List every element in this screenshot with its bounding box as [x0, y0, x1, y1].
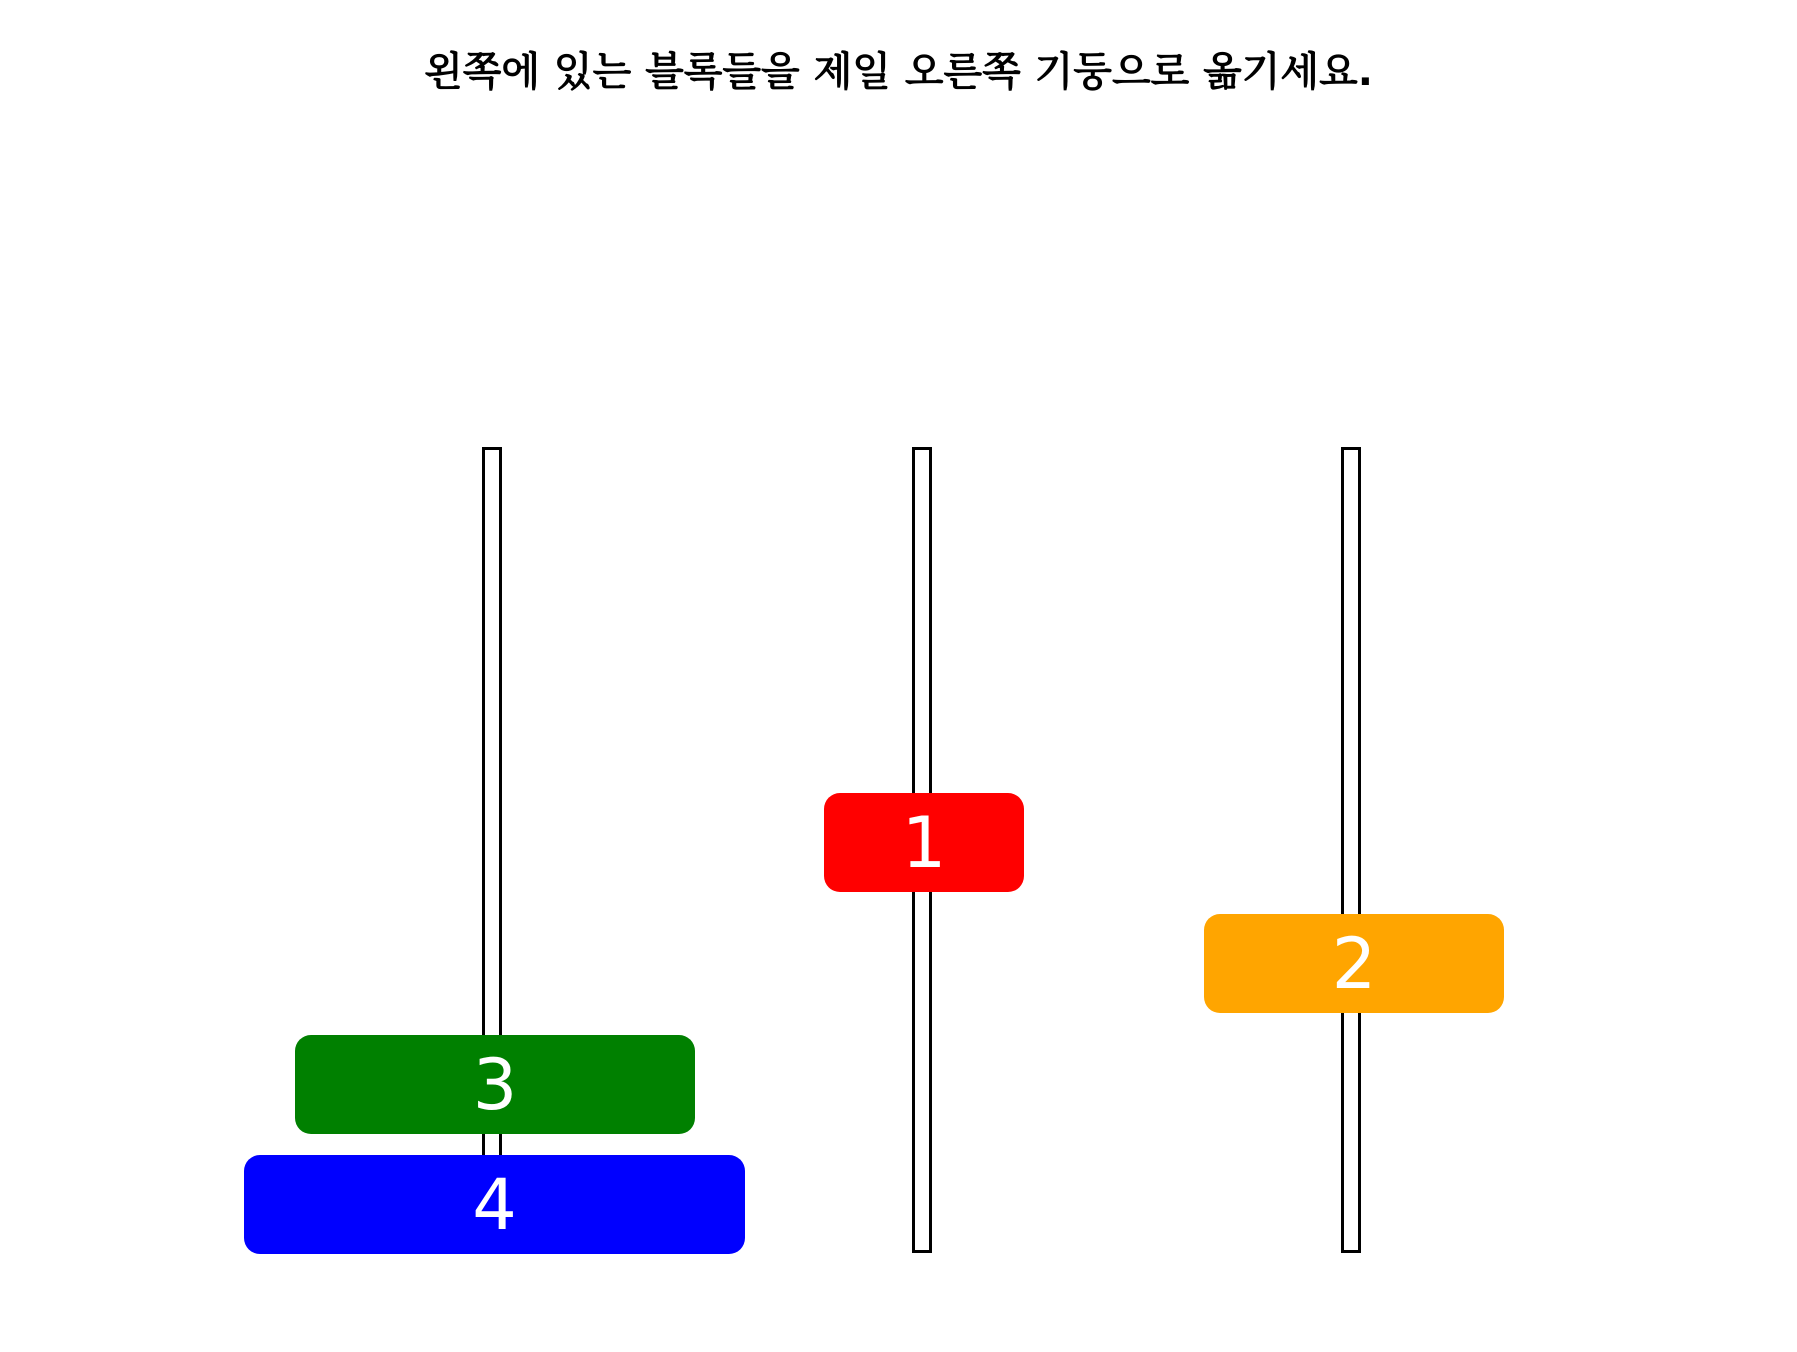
instruction-text: 왼쪽에 있는 블록들을 제일 오른쪽 기둥으로 옮기세요. — [424, 49, 1373, 95]
block-1[interactable]: 1 — [824, 793, 1024, 892]
block-4[interactable]: 4 — [244, 1155, 745, 1254]
peg-right[interactable] — [1341, 447, 1361, 1253]
block-2[interactable]: 2 — [1204, 914, 1504, 1013]
block-3[interactable]: 3 — [295, 1035, 695, 1134]
